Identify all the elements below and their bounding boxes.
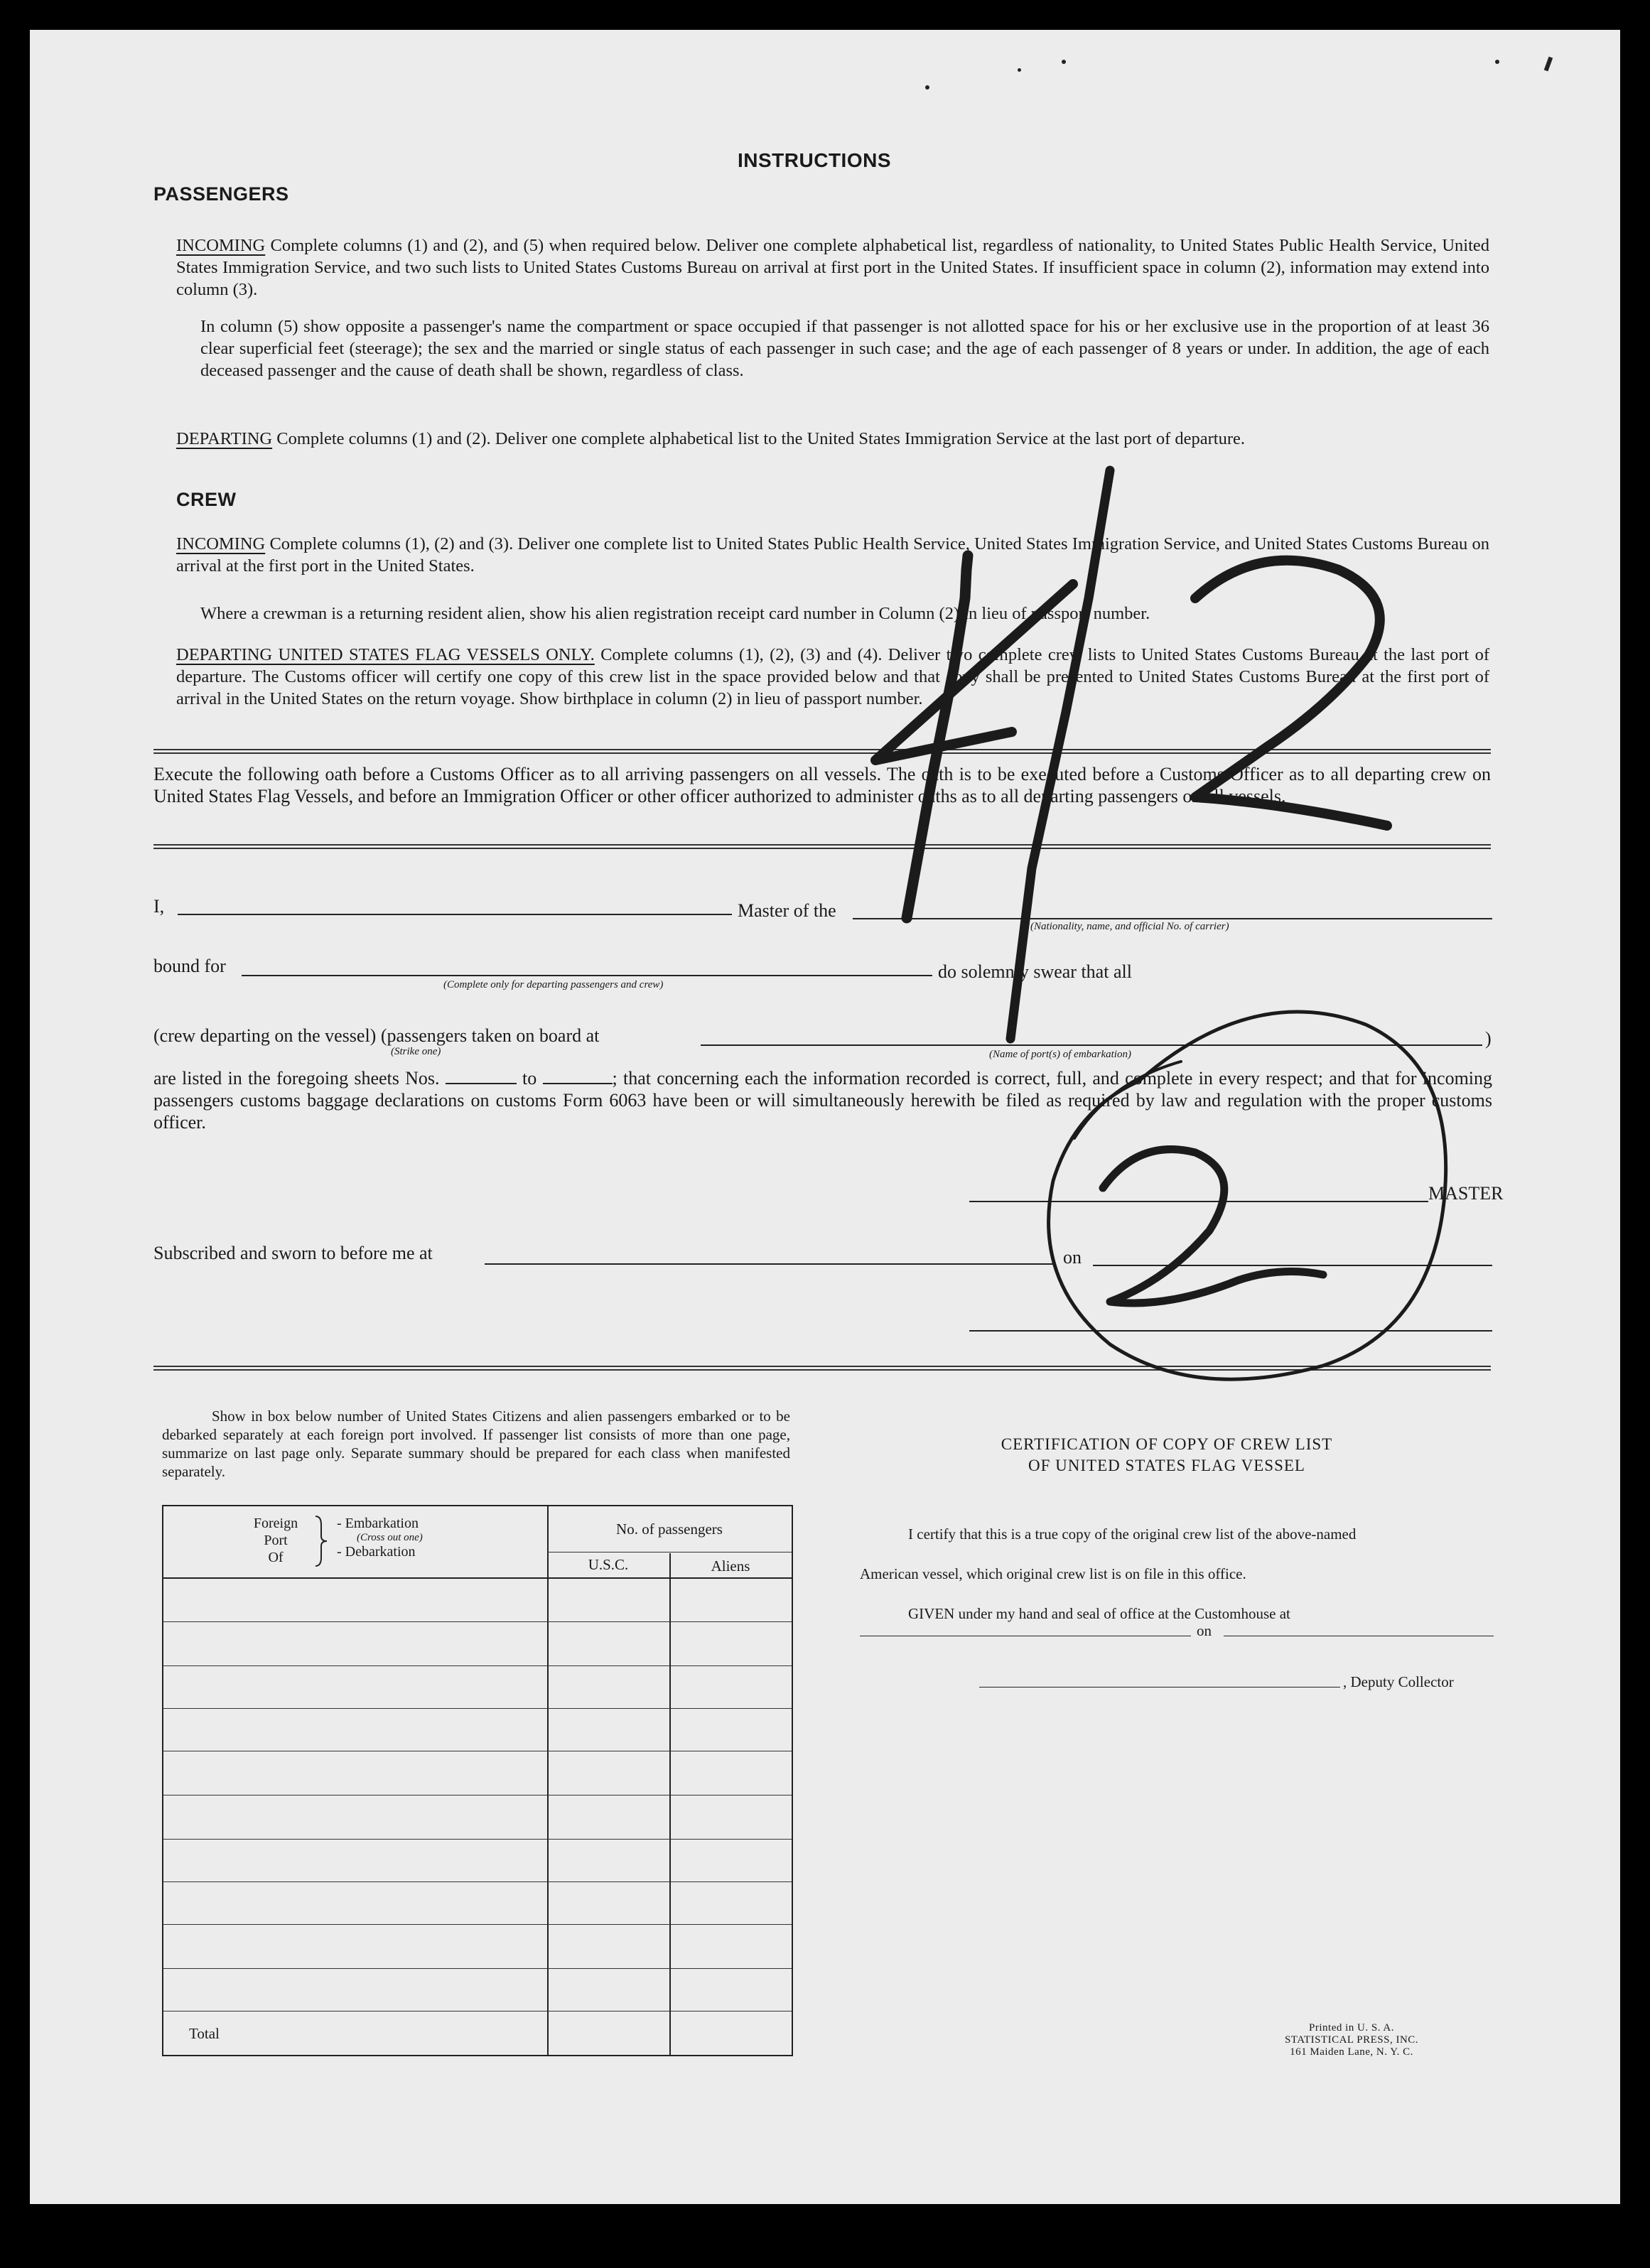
sworn-on-label: on: [1063, 1247, 1082, 1268]
embarkation-option: - Embarkation: [337, 1516, 419, 1531]
returning-resident-paragraph: Where a crewman is a returning resident alien, show his alien registration receipt card number in Column (2) in lieu of passport number.: [200, 604, 1150, 623]
certification-line1: I certify that this is a true copy of the original crew list of the above-named: [908, 1526, 1357, 1543]
embarkation-caption: (Name of port(s) of embarkation): [989, 1049, 1131, 1060]
crew-heading: CREW: [176, 489, 237, 510]
oath-statement-text: ; that concerning each the information recorded is correct, full, and complete in every respect; and that for incoming passengers customs baggage declarations on customs Form 6063 have been or will simultaneously herewith be filed as required by law and regulation with the proper customs officer.: [153, 1068, 1493, 1133]
sheets-to-label: to: [522, 1068, 537, 1089]
handwritten-circle: [1049, 1012, 1446, 1379]
handwritten-annotations: [30, 30, 1620, 2204]
aliens-header: Aliens: [711, 1557, 750, 1575]
cert-on-label: on: [1197, 1622, 1212, 1639]
oath-instructions: Execute the following oath before a Customs Officer as to all arriving passengers on all vessels. The oath is to be executed before a Customs Officer as to all departing crew on United States Flag Vessels, and before an Immigration Officer or other officer authorized to administer oaths as to all departing passengers on all vessels.: [153, 764, 1491, 806]
passengers-incoming-label: INCOMING: [176, 236, 266, 255]
port-label: Port: [264, 1533, 288, 1548]
handwritten-four: [875, 584, 1073, 760]
total-label: Total: [189, 2025, 220, 2042]
certification-line2: American vessel, which original crew list is on file in this office.: [860, 1565, 1246, 1582]
crew-departing-text: (crew departing on the vessel): [153, 1025, 377, 1046]
closing-paren: ): [1485, 1028, 1492, 1049]
certification-title-line2: OF UNITED STATES FLAG VESSEL: [1028, 1457, 1305, 1474]
printer-line1: Printed in U. S. A.: [1309, 2022, 1394, 2034]
bound-for-label: bound for: [153, 956, 226, 976]
subscribed-label: Subscribed and sworn to before me at: [153, 1243, 433, 1263]
given-under-hand: GIVEN under my hand and seal of office at the Customhouse at: [908, 1605, 1290, 1622]
usc-header: U.S.C.: [588, 1556, 629, 1573]
strike-one-caption: (Strike one): [391, 1046, 441, 1057]
instructions-title: INSTRUCTIONS: [738, 149, 891, 171]
summary-instructions: Show in box below number of United States Citizens and alien passengers embarked or to be debarked separately at each foreign port involved. If passenger list consists of more than one page, summarize on last page only. Separate summary should be prepared for each class when manifested separately.: [162, 1408, 790, 1480]
master-label: MASTER: [1428, 1183, 1504, 1204]
passengers-taken-label: (passengers taken on board at: [380, 1025, 600, 1046]
passengers-departing-text: Complete columns (1) and (2). Deliver one complete alphabetical list to the United States Immigration Service at the last port of departure.: [276, 429, 1245, 448]
passengers-incoming-text: Complete columns (1) and (2), and (5) when required below. Deliver one complete alphabetical list, regardless of nationality, to United States Public Health Service, United States Immigration Service, and two such lists to United States Customs Bureau on arrival at first port in the United States. If insufficient space in column (2), information may extend into column (3).: [176, 236, 1489, 299]
printer-line3: 161 Maiden Lane, N. Y. C.: [1290, 2046, 1413, 2058]
column5-paragraph: In column (5) show opposite a passenger's name the compartment or space occupied if that passenger is not allotted space for his or her exclusive use in the proportion of at least 36 clear superficial feet (steerage); the sex and the married or single status of each passenger in such case; and the age of each passenger of 8 years or under. In addition, the age of each deceased passenger and the cause of death shall be shown, regardless of class.: [200, 317, 1489, 380]
sheets-label: are listed in the foregoing sheets Nos.: [153, 1068, 440, 1089]
crew-incoming-label: INCOMING: [176, 534, 266, 554]
handwritten-two-top: [1195, 561, 1387, 826]
document-page: [30, 30, 1620, 2204]
of-label: Of: [268, 1550, 284, 1565]
bound-for-caption: (Complete only for departing passengers and crew): [443, 979, 664, 990]
debarkation-option: - Debarkation: [337, 1544, 416, 1560]
departing-flag-vessels-text: Complete columns (1), (2), (3) and (4). Deliver two complete crew lists to United States Customs Bureau at the last port of departure. The Customs officer will certify one copy of this crew list in the space provided below and that copy shall be presented to United States Customs Bureau at the first port of arrival in the United States on the return voyage. Show birthplace in column (2) in lieu of passport number.: [176, 645, 1489, 708]
handwritten-slash: [1010, 470, 1110, 1039]
oath-i-label: I,: [153, 896, 165, 917]
swear-label: do solemnly swear that all: [938, 961, 1132, 982]
printer-line2: STATISTICAL PRESS, INC.: [1284, 2034, 1419, 2046]
deputy-collector-label: , Deputy Collector: [1343, 1673, 1454, 1690]
passengers-departing-label: DEPARTING: [176, 429, 273, 448]
carrier-caption: (Nationality, name, and official No. of carrier): [1030, 921, 1229, 932]
no-of-passengers-header: No. of passengers: [616, 1521, 723, 1538]
cross-out-caption: (Cross out one): [357, 1532, 423, 1543]
certification-title-line1: CERTIFICATION OF COPY OF CREW LIST: [1001, 1435, 1333, 1453]
departing-flag-vessels-label: DEPARTING UNITED STATES FLAG VESSELS ONLY.: [176, 645, 595, 664]
handwritten-two-circled: [1103, 1150, 1323, 1303]
master-of-label: Master of the: [738, 900, 836, 921]
crew-incoming-text: Complete columns (1), (2) and (3). Deliver one complete list to United States Public Health Service, United States Immigration Service, and United States Customs Bureau on arrival at the first port in the United States.: [176, 534, 1489, 576]
foreign-label: Foreign: [253, 1516, 298, 1531]
passengers-heading: PASSENGERS: [153, 183, 289, 205]
